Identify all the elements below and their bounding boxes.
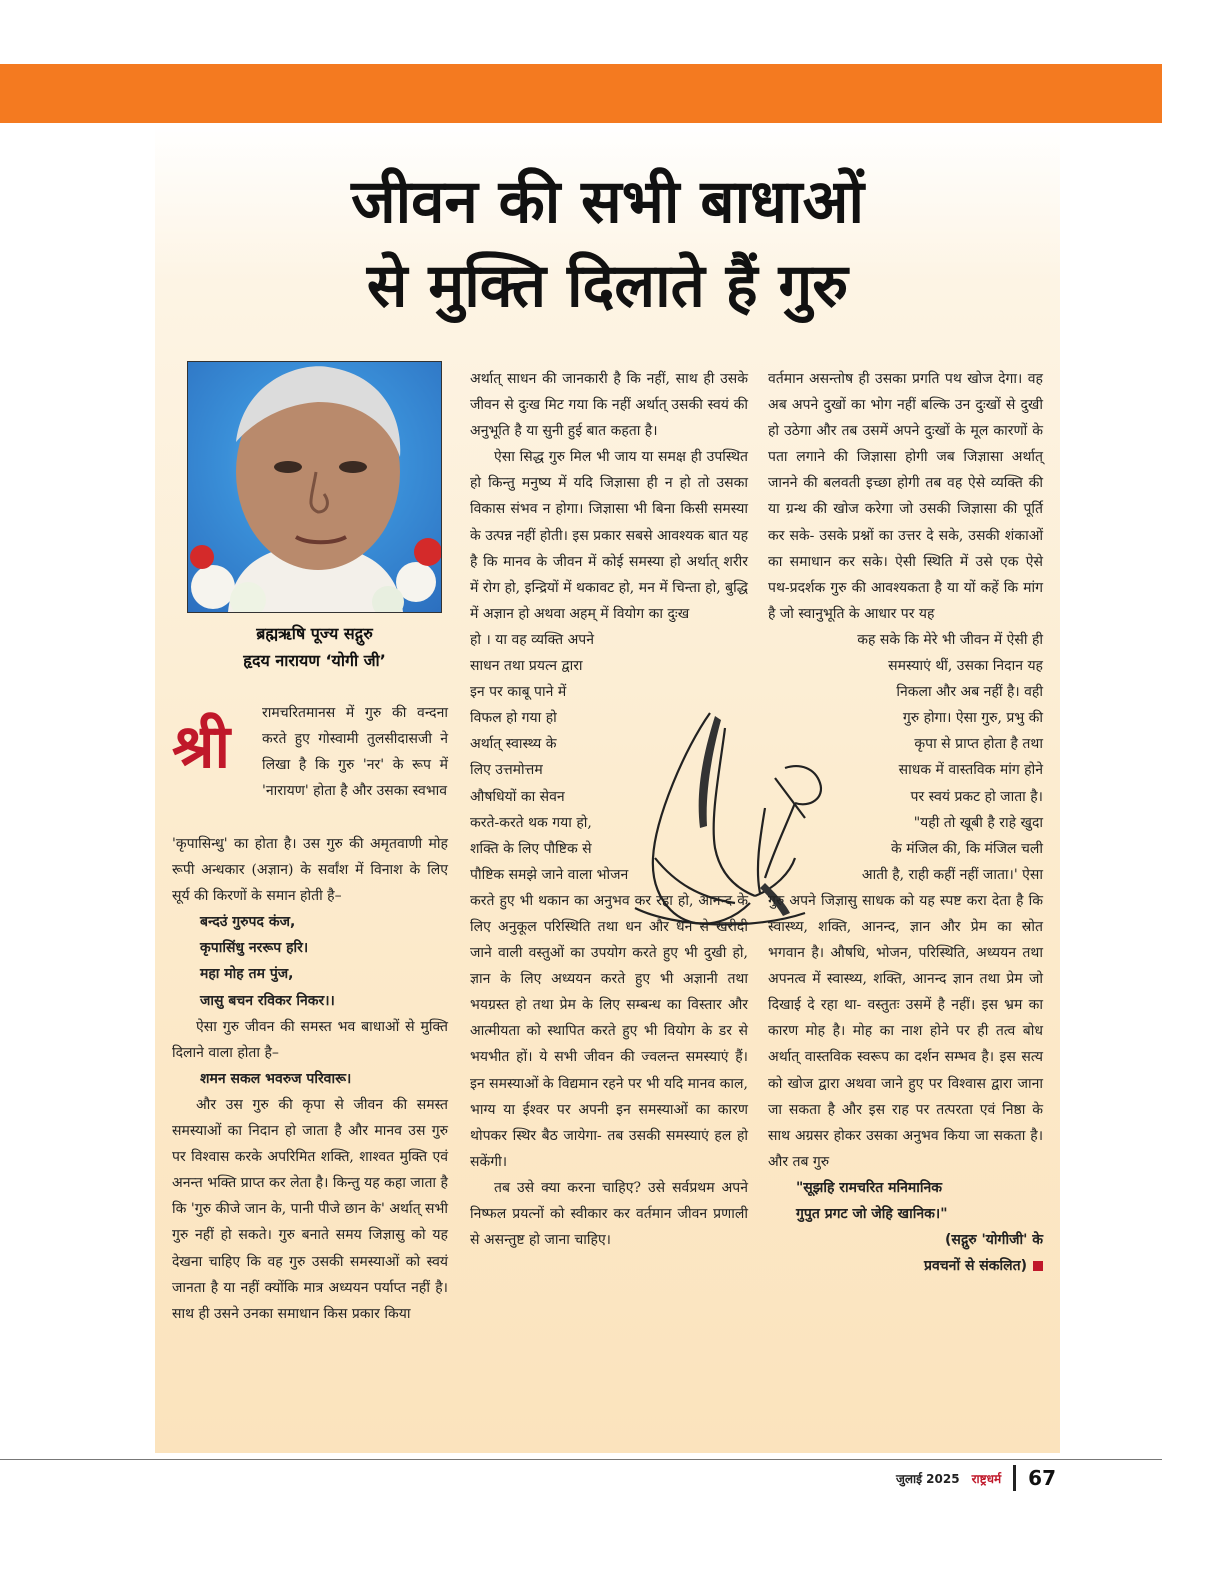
verse-line: महा मोह तम पुंज, (200, 966, 294, 983)
wrapped-line: इन पर काबू पाने में (470, 684, 567, 701)
headline-line-1: जीवन की सभी बाधाओं (351, 167, 864, 237)
paragraph: करते हुए भी थकान का अनुभव कर रहा हो, आनन्द के लिए अनुकूल परिस्थिति तथा धन और धन से खरीदी जाने वाली वस्तुओं का उपयोग करते हुए भी दुखी हो, ज्ञान के लिए अध्ययन करते हुए भी अज्ञानी तथा भयग्रस्त हो तथा प्रेम के लिए सम्बन्ध का विस्तार और आत्मीयता को स्थापित करते हुए भी वियोग के डर से भयभीत हों। ये सभी जीवन की ज्वलन्त समस्याएं हैं। इन समस्याओं के विद्यमान रहने पर भी यदि मानव काल, भाग्य या ईश्वर पर अपनी इन समस्याओं का कारण थोपकर स्थिर बैठ जायेगा- तब उसकी समस्याएं हल हो सकेंगी। (470, 892, 748, 1170)
source-text: प्रवचनों से संकलित) (924, 1258, 1027, 1275)
paragraph: वर्तमान असन्तोष ही उसका प्रगति पथ खोज देगा। वह अब अपने दुखों का भोग नहीं बल्कि उन दुःखों से दुखी हो उठेगा और तब उसमें अपने दुःखों के मूल कारणों के पता लगाने की जिज्ञासा होगी जब जिज्ञासा अर्थात् जानने की बलवती इच्छा होगी तब वह ऐसे व्यक्ति की या ग्रन्थ की खोज करेगा जो उसकी जिज्ञासा की पूर्ति कर सके- उसके प्रश्नों का उत्तर दे सके, उसकी शंकाओं का समाधान कर सके। ऐसी स्थिति में उसे एक ऐसे पथ-प्रदर्शक गुरु की आवश्यकता है या यों कहें कि मांग है जो स्वानुभूति के आधार पर यह (768, 371, 1043, 622)
paragraph: ऐसा गुरु जीवन की समस्त भव बाधाओं से मुक्ति दिलाने वाला होता है– (172, 1018, 448, 1061)
caption-line-2: हृदय नारायण ‘योगी जी’ (243, 651, 386, 670)
verse-line: कृपासिंधु नररूप हरि। (200, 940, 309, 957)
guru-portrait (187, 361, 442, 613)
wrapped-line: साधक में वास्तविक मांग होने (898, 762, 1043, 779)
paragraph: और उस गुरु की कृपा से जीवन की समस्त समस्याओं का निदान हो जाता है और मानव उस गुरु पर विश्वास करके अपरिमित शक्ति, शाश्वत मुक्ति एवं अनन्त भक्ति प्राप्त कर लेता है। किन्तु यह कहा जाता है कि 'गुरु कीजे जान के, पानी पीजे छान के' अर्थात् सभी गुरु नहीं हो सकते। गुरु बनाते समय जिज्ञासु को यह देखना चाहिए कि वह गुरु उसकी समस्याओं को स्वयं जानता है या नहीं क्योंकि मात्र अध्ययन पर्याप्त नहीं है। साथ ही उसने उनका समाधान किस प्रकार किया (172, 1096, 448, 1322)
wrapped-line: हो । या वह व्यक्ति अपने (470, 631, 595, 648)
paragraph: अर्थात् साधन की जानकारी है कि नहीं, साथ ही उसके जीवन से दुःख मिट गया कि नहीं अर्थात् उसकी स्वयं की अनुभूति है या सुनी हुई बात कहता है। (470, 371, 748, 440)
verse-line: शमन सकल भवरुज परिवारू। (200, 1070, 352, 1087)
wrapped-line: के मंजिल की, कि मंजिल चली (891, 840, 1043, 857)
paragraph: 'कृपासिन्धु' का होता है। उस गुरु की अमृतवाणी मोह रूपी अन्धकार (अज्ञान) के सर्वांश में विनाश के लिए सूर्य की किरणों के समान होती है– (172, 836, 448, 905)
wrapped-line: औषधियों का सेवन (470, 788, 565, 805)
column-1-intro (262, 700, 448, 804)
verse-line: बन्दउं गुरुपद कंज, (200, 914, 296, 931)
wrapped-line: करते-करते थक गया हो, (470, 814, 592, 831)
intro-paragraph: रामचरितमानस में गुरु की वन्दना करते हुए गोस्वामी तुलसीदासजी ने लिखा है कि गुरु 'नर' के रूप में 'नारायण' होता है और उसका स्वभाव (262, 705, 448, 800)
wrapped-line: पर स्वयं प्रकट हो जाता है। (910, 788, 1043, 805)
verse-line: जासु बचन रविकर निकर।। (200, 992, 335, 1009)
wrapped-line: समस्याएं थीं, उसका निदान यह (888, 658, 1043, 675)
paragraph: ऐसा सिद्ध गुरु मिल भी जाय या समक्ष ही उपस्थित हो किन्तु मनुष्य में यदि जिज्ञासा ही न हो तो उसका विकास संभव न होगा। जिज्ञासा भी बिना किसी समस्या के उत्पन्न नहीं होती। इस प्रकार सबसे आवश्यक बात यह है कि मानव के जीवन में कोई समस्या हो अर्थात् शरीर में रोग हो, इन्द्रियों में थकावट हो, मन में चिन्ता हो, बुद्धि में अज्ञान हो अथवा अहम् में वियोग का दुःख (470, 449, 748, 622)
source-line: (सद्गुरु 'योगीजी' के (944, 1232, 1043, 1249)
wrapped-line: आती है, राही कहीं नहीं जाता।' ऐसा (861, 866, 1043, 883)
caption-line-1: ब्रह्मऋषि पूज्य सद्गुरु (256, 624, 373, 643)
issue-date: जुलाई 2025 (895, 1471, 960, 1486)
top-accent-bar (0, 64, 1162, 123)
page-number: 67 (1028, 1466, 1056, 1490)
page-footer (896, 1463, 1056, 1493)
wrapped-line: "यही तो खूबी है राहे खुदा (913, 814, 1043, 831)
wrapped-line: साधन तथा प्रयत्न द्वारा (470, 658, 583, 675)
article-headline (155, 160, 1060, 328)
wrapped-line: अर्थात् स्वास्थ्य के (470, 736, 557, 753)
wrapped-line: शक्ति के लिए पौष्टिक से (470, 840, 592, 857)
wrapped-line: कृपा से प्राप्त होता है तथा (914, 736, 1043, 753)
end-mark-icon (1033, 1261, 1043, 1271)
wrapped-line: पौष्टिक समझे जाने वाला भोजन (470, 866, 629, 883)
wrapped-line: गुरु होगा। ऐसा गुरु, प्रभु की (902, 710, 1043, 727)
paragraph: गुरु अपने जिज्ञासु साधक को यह स्पष्ट करा देता है कि स्वास्थ्य, शक्ति, आनन्द, ज्ञान और प्रेम का स्रोत भगवान है। औषधि, भोजन, परिस्थिति, अध्ययन तथा अपनत्व में स्वास्थ्य, शक्ति, आनन्द ज्ञान तथा प्रेम जो दिखाई दे रहा था- वस्तुतः उसमें है नहीं। इस भ्रम का कारण मोह है। मोह का नाश होने पर ही तत्व बोध अर्थात् वास्तविक स्वरूप का दर्शन सम्भव है। इस सत्य को खोज द्वारा अथवा जाने हुए पर विश्वास द्वारा जाना जा सकता है और इस राह पर तत्परता एवं निष्ठा के साथ अग्रसर होकर उसका अनुभव किया जा सकता है। और तब गुरु (768, 892, 1043, 1170)
magazine-logo: राष्ट्रधर्म (971, 1471, 1002, 1486)
portrait-caption (172, 620, 457, 674)
quote-line: "सूझहि रामचरित मनिमानिक (796, 1179, 943, 1196)
wrapped-line: निकला और अब नहीं है। वही (896, 684, 1043, 701)
wrapped-line: कह सके कि मेरे भी जीवन में ऐसी ही (857, 631, 1043, 648)
drop-cap: श्री (172, 712, 231, 782)
column-3 (768, 366, 1043, 1279)
wrapped-line: लिए उत्तमोत्तम (470, 762, 543, 779)
column-1 (172, 831, 448, 1327)
headline-line-2: से मुक्ति दिलाते हैं गुरु (366, 251, 849, 321)
footer-divider (1013, 1465, 1016, 1491)
wrapped-line: विफल हो गया हो (470, 710, 557, 727)
quote-line: गुपुत प्रगट जो जेहि खानिक।" (796, 1206, 948, 1222)
source-line (768, 1253, 1043, 1279)
footer-rule (0, 1459, 1162, 1460)
paragraph: तब उसे क्या करना चाहिए? उसे सर्वप्रथम अपने निष्फल प्रयत्नों को स्वीकार कर वर्तमान जीवन प्रणाली से असन्तुष्ट हो जाना चाहिए। (470, 1179, 748, 1249)
